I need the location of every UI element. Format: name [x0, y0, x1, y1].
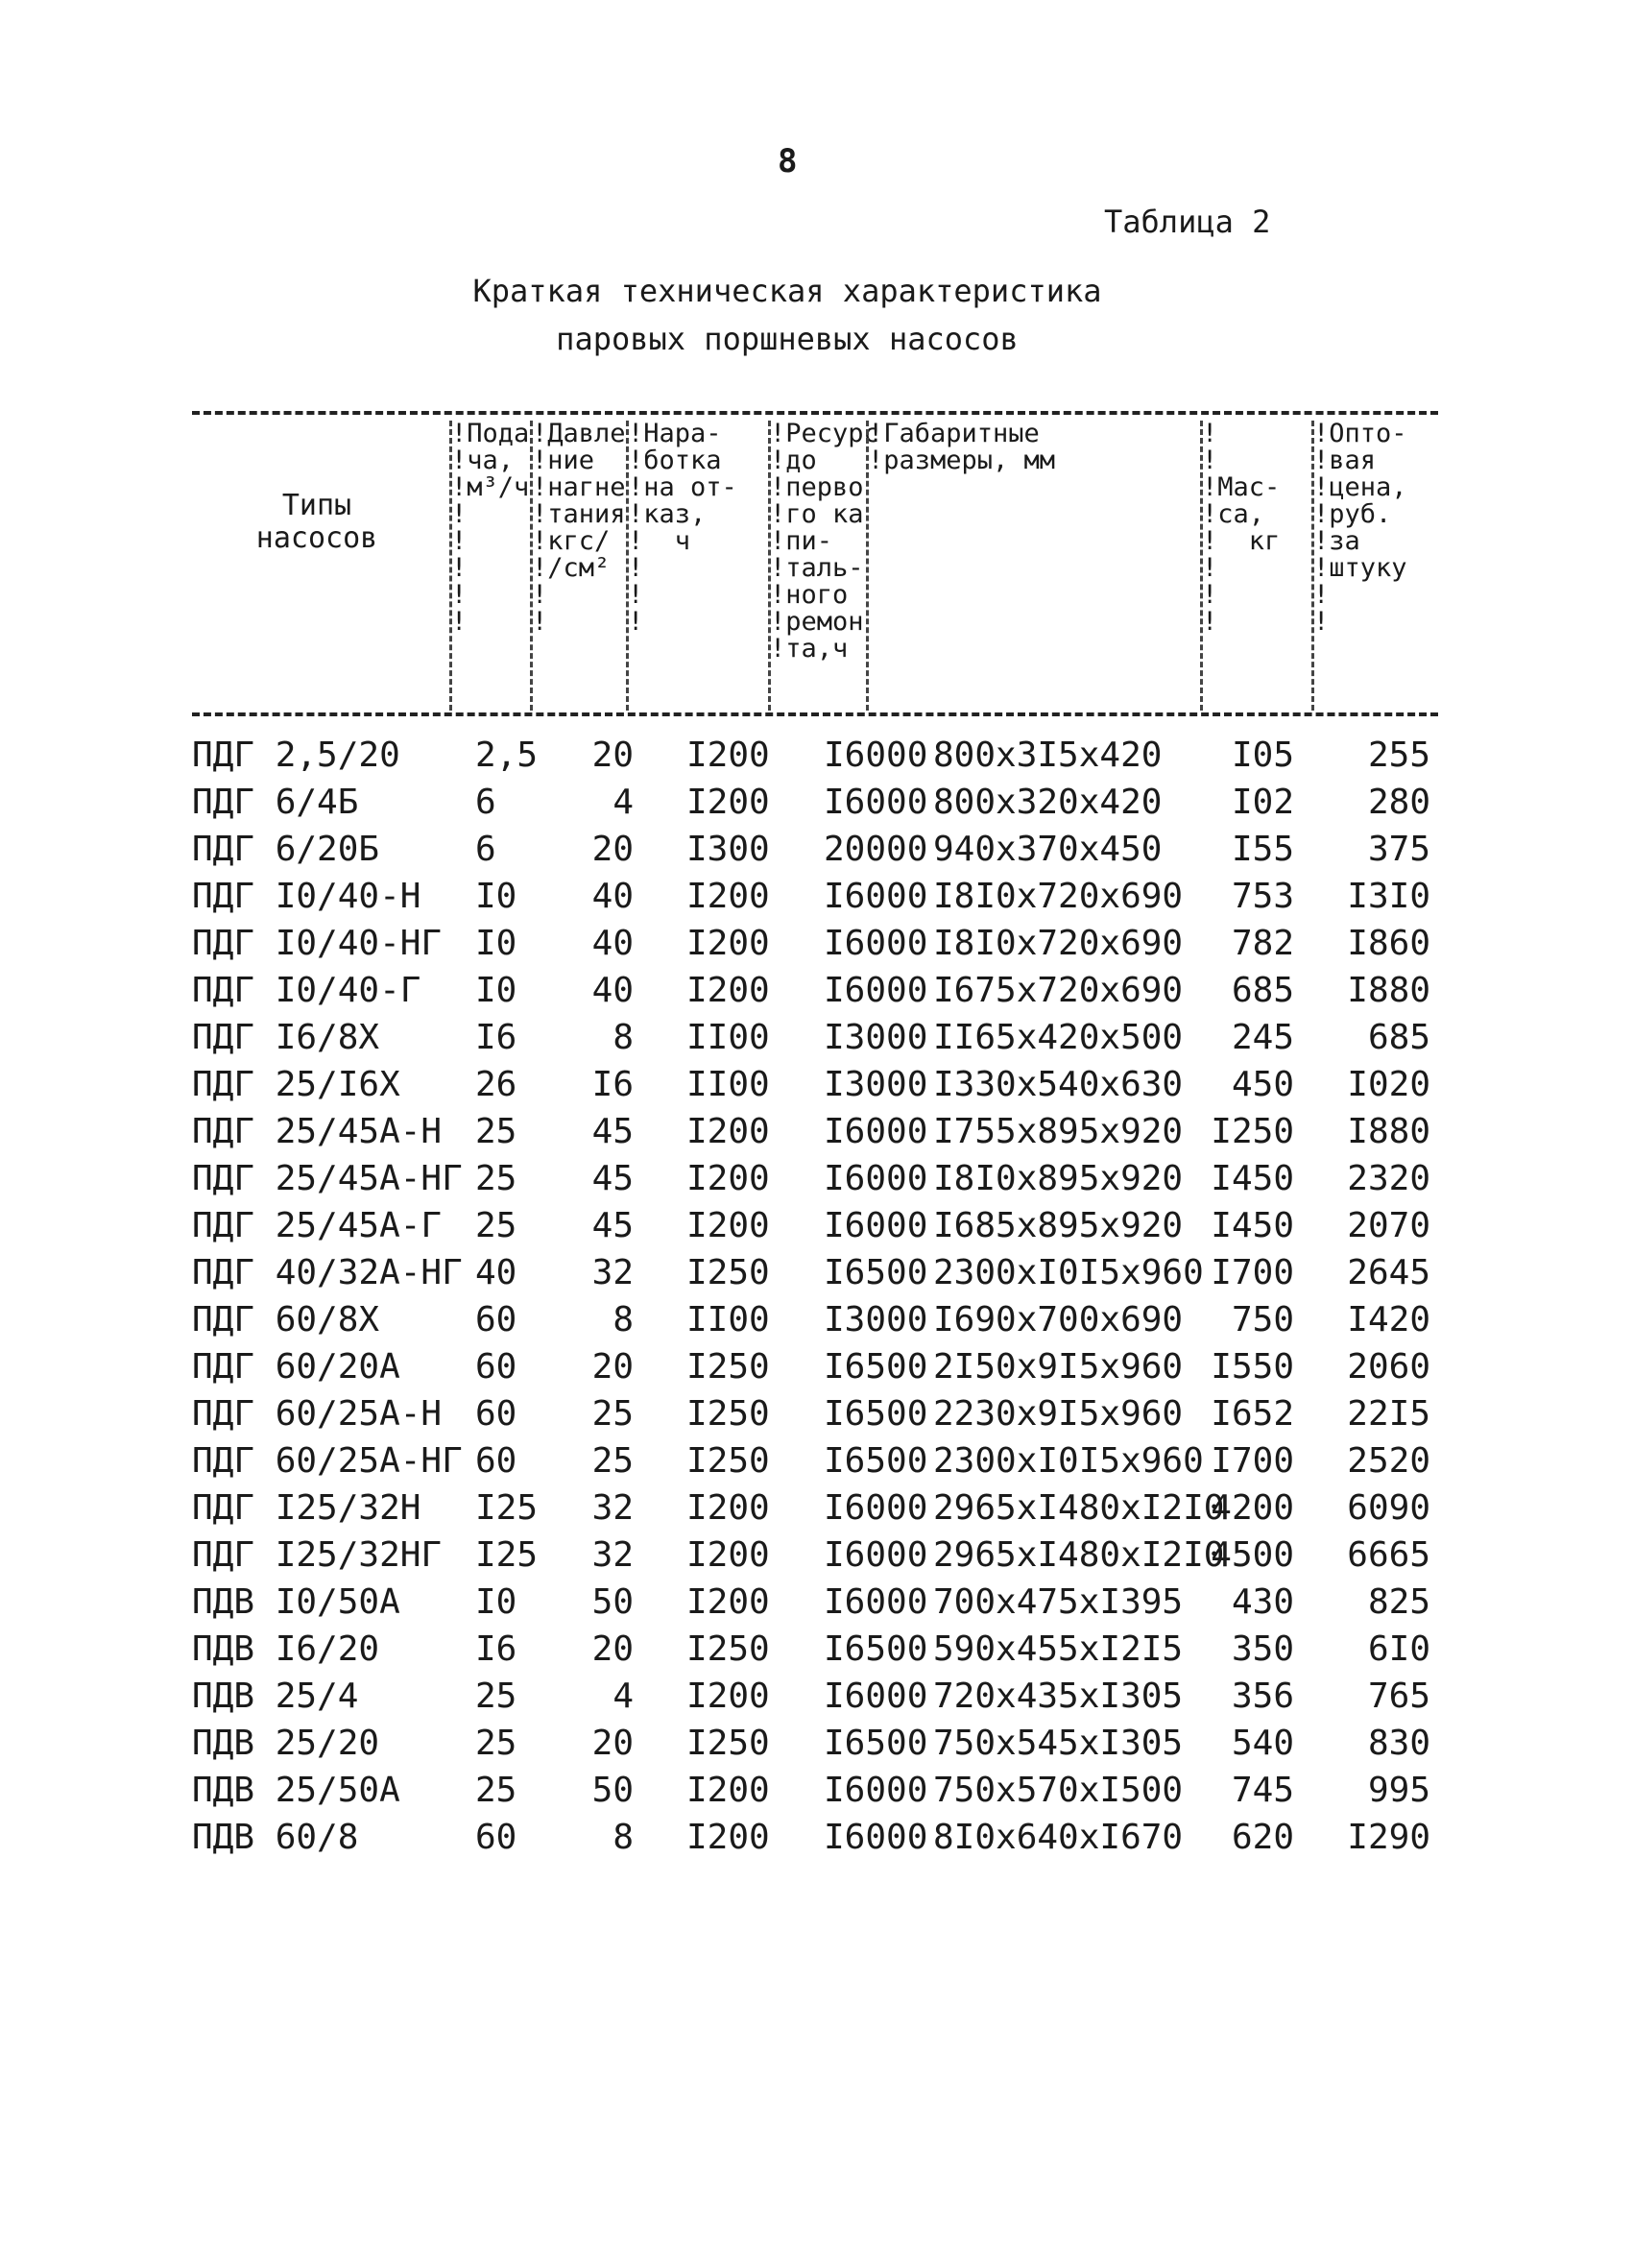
resource-cell: I6000	[824, 1677, 928, 1716]
mass-cell: 356	[1231, 1677, 1294, 1716]
flow-cell: 25	[475, 1771, 517, 1810]
table-row	[192, 967, 1438, 1014]
pressure-cell: 4	[612, 783, 634, 822]
price-cell: 6665	[1347, 1535, 1430, 1575]
table-row	[192, 873, 1438, 920]
dimensions-cell: 700x475xI395	[933, 1582, 1184, 1622]
resource-cell: I6000	[824, 1818, 928, 1857]
mass-cell: 745	[1231, 1771, 1294, 1810]
mtbf-cell: I200	[686, 1535, 770, 1575]
pump-type-cell: ПДГ 25/45А-Г	[192, 1206, 443, 1245]
pressure-cell: 20	[591, 830, 634, 869]
resource-cell: I6500	[824, 1629, 928, 1669]
pump-type-cell: ПДГ I0/40-НГ	[192, 924, 443, 963]
table-body	[192, 732, 1438, 1861]
caption-line-2: паровых поршневых насосов	[556, 321, 1019, 357]
mtbf-cell: II00	[686, 1065, 770, 1104]
resource-cell: I6000	[824, 1771, 928, 1810]
mtbf-cell: I200	[686, 877, 770, 916]
resource-cell: I6500	[824, 1724, 928, 1763]
flow-cell: I25	[475, 1535, 539, 1575]
price-cell: I420	[1347, 1300, 1430, 1339]
mass-cell: 685	[1231, 971, 1294, 1010]
pump-type-cell: ПДГ I25/32НГ	[192, 1535, 443, 1575]
price-cell: 2060	[1347, 1347, 1430, 1387]
dimensions-cell: I8I0x720x690	[933, 877, 1184, 916]
price-cell: 6I0	[1367, 1629, 1430, 1669]
pressure-cell: 45	[591, 1112, 634, 1151]
price-cell: 685	[1367, 1018, 1430, 1057]
pressure-cell: 8	[612, 1018, 634, 1057]
flow-cell: I0	[475, 971, 517, 1010]
resource-cell: I3000	[824, 1018, 928, 1057]
table-row	[192, 1155, 1438, 1202]
resource-cell: I6000	[824, 971, 928, 1010]
flow-cell: I6	[475, 1018, 517, 1057]
header-top-rule	[192, 411, 1438, 415]
price-cell: I020	[1347, 1065, 1430, 1104]
caption-line-1: Краткая техническая характеристика	[472, 273, 1102, 309]
pressure-cell: 50	[591, 1771, 634, 1810]
header-mtbf: !Нара- !ботка !на от- !каз, ! ч ! ! !	[628, 419, 737, 637]
table-row	[192, 1484, 1438, 1532]
pump-type-cell: ПДГ 25/I6Х	[192, 1065, 400, 1104]
resource-cell: I6000	[824, 1582, 928, 1622]
pressure-cell: 20	[591, 1629, 634, 1669]
table-label: Таблица 2	[1104, 204, 1271, 240]
mtbf-cell: I200	[686, 1818, 770, 1857]
dimensions-cell: 590x455xI2I5	[933, 1629, 1184, 1669]
dimensions-cell: I330x540x630	[933, 1065, 1184, 1104]
flow-cell: 40	[475, 1253, 517, 1292]
mass-cell: 245	[1231, 1018, 1294, 1057]
table-row	[192, 1814, 1438, 1861]
header-price: !Опто- !вая !цена, !руб. !за !штуку ! !	[1313, 419, 1407, 637]
mtbf-cell: I250	[686, 1441, 770, 1481]
table-caption	[384, 267, 1190, 363]
dimensions-cell: I8I0x895x920	[933, 1159, 1184, 1198]
dimensions-cell: 720x435xI305	[933, 1677, 1184, 1716]
dimensions-cell: 2965xI480xI2I0	[933, 1488, 1225, 1528]
pump-type-cell: ПДГ 60/25А-НГ	[192, 1441, 463, 1481]
dimensions-cell: I8I0x720x690	[933, 924, 1184, 963]
pressure-cell: 45	[591, 1206, 634, 1245]
table-row	[192, 1249, 1438, 1296]
pressure-cell: 45	[591, 1159, 634, 1198]
pump-type-cell: ПДГ I25/32Н	[192, 1488, 421, 1528]
resource-cell: I3000	[824, 1300, 928, 1339]
resource-cell: I6000	[824, 1488, 928, 1528]
mtbf-cell: I250	[686, 1347, 770, 1387]
mass-cell: I700	[1211, 1441, 1294, 1481]
price-cell: 995	[1367, 1771, 1430, 1810]
table-row	[192, 1061, 1438, 1108]
pump-type-cell: ПДВ I6/20	[192, 1629, 380, 1669]
pump-type-cell: ПДВ 60/8	[192, 1818, 359, 1857]
pump-type-cell: ПДГ 40/32А-НГ	[192, 1253, 463, 1292]
mtbf-cell: I200	[686, 924, 770, 963]
mtbf-cell: I200	[686, 1206, 770, 1245]
pump-type-cell: ПДГ 6/20Б	[192, 830, 380, 869]
pump-type-cell: ПДГ I0/40-Г	[192, 971, 421, 1010]
resource-cell: I6000	[824, 783, 928, 822]
mtbf-cell: II00	[686, 1300, 770, 1339]
mass-cell: I05	[1231, 736, 1294, 775]
dimensions-cell: 2I50x9I5x960	[933, 1347, 1184, 1387]
header-flow: !Пода !ча, !м³/ч ! ! ! ! !	[451, 419, 530, 637]
pump-type-cell: ПДВ 25/50А	[192, 1771, 400, 1810]
mass-cell: I450	[1211, 1206, 1294, 1245]
flow-cell: 6	[475, 830, 496, 869]
mass-cell: 430	[1231, 1582, 1294, 1622]
dimensions-cell: 940x370x450	[933, 830, 1163, 869]
pressure-cell: 4	[612, 1677, 634, 1716]
dimensions-cell: 800x320x420	[933, 783, 1163, 822]
mass-cell: 4500	[1211, 1535, 1294, 1575]
mass-cell: I700	[1211, 1253, 1294, 1292]
flow-cell: 60	[475, 1818, 517, 1857]
price-cell: 375	[1367, 830, 1430, 869]
price-cell: 6090	[1347, 1488, 1430, 1528]
price-cell: I290	[1347, 1818, 1430, 1857]
pump-type-cell: ПДГ 25/45А-НГ	[192, 1159, 463, 1198]
price-cell: I860	[1347, 924, 1430, 963]
table-row	[192, 1343, 1438, 1390]
mass-cell: I550	[1211, 1347, 1294, 1387]
pump-type-cell: ПДГ 2,5/20	[192, 736, 400, 775]
flow-cell: 25	[475, 1159, 517, 1198]
pump-type-cell: ПДГ I6/8Х	[192, 1018, 380, 1057]
mtbf-cell: I250	[686, 1394, 770, 1434]
table-row	[192, 1673, 1438, 1720]
mtbf-cell: I200	[686, 783, 770, 822]
flow-cell: 25	[475, 1724, 517, 1763]
mtbf-cell: I200	[686, 1159, 770, 1198]
flow-cell: I6	[475, 1629, 517, 1669]
mass-cell: 750	[1231, 1300, 1294, 1339]
dimensions-cell: 2230x9I5x960	[933, 1394, 1184, 1434]
flow-cell: 25	[475, 1677, 517, 1716]
pump-type-cell: ПДВ 25/20	[192, 1724, 380, 1763]
pump-type-cell: ПДВ 25/4	[192, 1677, 359, 1716]
mtbf-cell: I200	[686, 1677, 770, 1716]
mass-cell: 350	[1231, 1629, 1294, 1669]
mass-cell: 620	[1231, 1818, 1294, 1857]
flow-cell: I0	[475, 924, 517, 963]
mtbf-cell: I200	[686, 971, 770, 1010]
dimensions-cell: 750x545xI305	[933, 1724, 1184, 1763]
dimensions-cell: I690x700x690	[933, 1300, 1184, 1339]
pressure-cell: 25	[591, 1441, 634, 1481]
resource-cell: I6000	[824, 1535, 928, 1575]
pump-type-cell: ПДГ 6/4Б	[192, 783, 359, 822]
price-cell: 2320	[1347, 1159, 1430, 1198]
price-cell: 255	[1367, 736, 1430, 775]
resource-cell: I6000	[824, 736, 928, 775]
price-cell: 2645	[1347, 1253, 1430, 1292]
pressure-cell: 8	[612, 1300, 634, 1339]
pressure-cell: 50	[591, 1582, 634, 1622]
mtbf-cell: I200	[686, 1771, 770, 1810]
dimensions-cell: I675x720x690	[933, 971, 1184, 1010]
mass-cell: I450	[1211, 1159, 1294, 1198]
dimensions-cell: I685x895x920	[933, 1206, 1184, 1245]
dimensions-cell: 2300xI0I5x960	[933, 1253, 1204, 1292]
pressure-cell: 8	[612, 1818, 634, 1857]
header-dimensions: !Габаритные !размеры, мм	[868, 419, 1056, 475]
table-row	[192, 1108, 1438, 1155]
flow-cell: 60	[475, 1300, 517, 1339]
table-header	[192, 421, 1438, 711]
flow-cell: 25	[475, 1206, 517, 1245]
dimensions-cell: 750x570xI500	[933, 1771, 1184, 1810]
flow-cell: 25	[475, 1112, 517, 1151]
header-pressure: !Давле !ние !нагне !тания !кгс/ !/см² ! !	[532, 419, 626, 637]
mtbf-cell: I250	[686, 1253, 770, 1292]
dimensions-cell: II65x420x500	[933, 1018, 1184, 1057]
table-row	[192, 1720, 1438, 1767]
dimensions-cell: 800x3I5x420	[933, 736, 1163, 775]
mass-cell: 782	[1231, 924, 1294, 963]
price-cell: I880	[1347, 971, 1430, 1010]
pump-type-cell: ПДГ 60/20А	[192, 1347, 400, 1387]
table-row	[192, 920, 1438, 967]
flow-cell: 26	[475, 1065, 517, 1104]
price-cell: I3I0	[1347, 877, 1430, 916]
resource-cell: I6500	[824, 1441, 928, 1481]
resource-cell: I6000	[824, 924, 928, 963]
pump-type-cell: ПДГ 60/25А-Н	[192, 1394, 443, 1434]
dimensions-cell: 8I0x640xI670	[933, 1818, 1184, 1857]
pressure-cell: 32	[591, 1253, 634, 1292]
flow-cell: I0	[475, 877, 517, 916]
mtbf-cell: I200	[686, 1488, 770, 1528]
pressure-cell: 32	[591, 1488, 634, 1528]
pressure-cell: 20	[591, 1724, 634, 1763]
mass-cell: 540	[1231, 1724, 1294, 1763]
pressure-cell: 40	[591, 877, 634, 916]
resource-cell: 20000	[824, 830, 928, 869]
table-row	[192, 1390, 1438, 1437]
resource-cell: I6000	[824, 1159, 928, 1198]
resource-cell: I3000	[824, 1065, 928, 1104]
mtbf-cell: I250	[686, 1629, 770, 1669]
pressure-cell: 32	[591, 1535, 634, 1575]
mtbf-cell: I250	[686, 1724, 770, 1763]
flow-cell: 60	[475, 1394, 517, 1434]
price-cell: 830	[1367, 1724, 1430, 1763]
price-cell: 765	[1367, 1677, 1430, 1716]
table-row	[192, 1579, 1438, 1626]
table-row	[192, 1626, 1438, 1673]
flow-cell: 6	[475, 783, 496, 822]
pressure-cell: 25	[591, 1394, 634, 1434]
pump-type-cell: ПДВ I0/50А	[192, 1582, 400, 1622]
pressure-cell: I6	[591, 1065, 634, 1104]
price-cell: 2520	[1347, 1441, 1430, 1481]
mass-cell: 753	[1231, 877, 1294, 916]
page-number: 8	[778, 142, 798, 181]
dimensions-cell: 2965xI480xI2I0	[933, 1535, 1225, 1575]
mtbf-cell: I200	[686, 1582, 770, 1622]
flow-cell: 60	[475, 1347, 517, 1387]
price-cell: 22I5	[1347, 1394, 1430, 1434]
price-cell: 2070	[1347, 1206, 1430, 1245]
table-row	[192, 826, 1438, 873]
table-row	[192, 1202, 1438, 1249]
mtbf-cell: I300	[686, 830, 770, 869]
flow-cell: I25	[475, 1488, 539, 1528]
mass-cell: I250	[1211, 1112, 1294, 1151]
pressure-cell: 40	[591, 924, 634, 963]
price-cell: I880	[1347, 1112, 1430, 1151]
pressure-cell: 20	[591, 736, 634, 775]
flow-cell: I0	[475, 1582, 517, 1622]
mass-cell: 4200	[1211, 1488, 1294, 1528]
table-row	[192, 732, 1438, 779]
price-cell: 280	[1367, 783, 1430, 822]
header-resource: !Ресурс !до !перво !го ка !пи- !таль- !ного !ремон !та,ч	[770, 419, 879, 664]
table-row	[192, 779, 1438, 826]
resource-cell: I6000	[824, 877, 928, 916]
mtbf-cell: II00	[686, 1018, 770, 1057]
dimensions-cell: 2300xI0I5x960	[933, 1441, 1204, 1481]
resource-cell: I6500	[824, 1253, 928, 1292]
header-mass: ! ! !Мас- !са, ! кг ! ! !	[1202, 419, 1281, 637]
pressure-cell: 20	[591, 1347, 634, 1387]
price-cell: 825	[1367, 1582, 1430, 1622]
mass-cell: 450	[1231, 1065, 1294, 1104]
table-row	[192, 1767, 1438, 1814]
pressure-cell: 40	[591, 971, 634, 1010]
header-pump-type: Типы насосов	[255, 489, 378, 555]
header-bottom-rule	[192, 712, 1438, 716]
flow-cell: 2,5	[475, 736, 539, 775]
table-row	[192, 1014, 1438, 1061]
pump-type-cell: ПДГ 60/8Х	[192, 1300, 380, 1339]
resource-cell: I6500	[824, 1347, 928, 1387]
table-row	[192, 1437, 1438, 1484]
mass-cell: I55	[1231, 830, 1294, 869]
resource-cell: I6000	[824, 1112, 928, 1151]
table-row	[192, 1532, 1438, 1579]
mass-cell: I652	[1211, 1394, 1294, 1434]
pump-type-cell: ПДГ I0/40-Н	[192, 877, 421, 916]
mtbf-cell: I200	[686, 1112, 770, 1151]
pump-type-cell: ПДГ 25/45А-Н	[192, 1112, 443, 1151]
flow-cell: 60	[475, 1441, 517, 1481]
table-row	[192, 1296, 1438, 1343]
dimensions-cell: I755x895x920	[933, 1112, 1184, 1151]
resource-cell: I6000	[824, 1206, 928, 1245]
resource-cell: I6500	[824, 1394, 928, 1434]
mass-cell: I02	[1231, 783, 1294, 822]
mtbf-cell: I200	[686, 736, 770, 775]
